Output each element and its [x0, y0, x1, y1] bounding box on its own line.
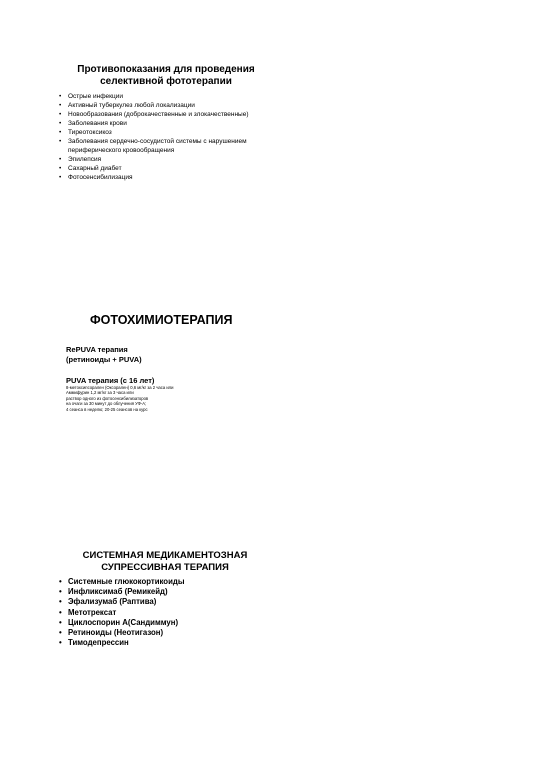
contraindications-title-line1: Противопоказания для проведения [77, 64, 255, 75]
list-item: • Ретиноиды (Неотигазон) [59, 628, 279, 638]
puva-description-line: 8-метоксипсорален (Оксорален) 0,6 мг/кг за 2 часа или [66, 385, 174, 390]
contraindications-title-line2: селективной фототерапии [100, 76, 232, 87]
list-item: • Заболевания сердечно-сосудистой системы с нарушением периферического кровообращения [59, 138, 299, 154]
puva-description-line: раствор одного из фотосенсибилизаторов [66, 395, 149, 401]
list-item: • Метотрексат [59, 608, 279, 618]
contraindications-title [48, 64, 284, 88]
list-item: • Циклоспорин А(Сандиммун) [59, 618, 279, 628]
puva-description [66, 385, 173, 412]
list-item: • Активный туберкулез любой локализации [59, 102, 299, 110]
systemic-therapy-title-line1: СИСТЕМНАЯ МЕДИКАМЕНТОЗНАЯ [82, 550, 248, 561]
puva-description-line: на очаги за 30 минут до облучения УФ-А; [66, 401, 147, 407]
list-item: • Заболевания крови [59, 120, 299, 128]
systemic-therapy-list [59, 577, 279, 648]
photochemotherapy-title: ФОТОХИМИОТЕРАПИЯ [90, 313, 233, 327]
list-item: • Эпилепсия [59, 156, 299, 164]
list-item: • Тимодепрессин [59, 638, 279, 648]
list-item: • Тиреотоксикоз [59, 129, 299, 137]
repuva-heading-line2: (ретиноиды + PUVA) [66, 355, 142, 364]
list-item: • Эфализумаб (Раптива) [59, 597, 279, 607]
list-item: • Системные глюкокортикоиды [59, 577, 279, 587]
repuva-heading [66, 345, 142, 365]
list-item: • Фотосенсибилизация [59, 174, 299, 182]
repuva-heading-line1: RePUVA терапия [66, 345, 128, 354]
systemic-therapy-title [60, 550, 270, 574]
systemic-therapy-title-line2: СУПРЕССИВНАЯ ТЕРАПИЯ [101, 562, 229, 573]
list-item: • Сахарный диабет [59, 165, 299, 173]
list-item: • Инфликсимаб (Ремикейд) [59, 587, 279, 597]
puva-description-line: 4 сеанса в неделю; 20-25 сеансов на курс [66, 406, 148, 412]
contraindications-list [59, 93, 299, 183]
list-item: • Новообразования (доброкачественные и злокачественные) [59, 111, 299, 119]
list-item: • Острые инфекции [59, 93, 299, 101]
puva-heading: PUVA терапия (с 16 лет) [66, 376, 155, 385]
puva-description-line: Аммифурин 1,2 мг/кг за 3 часа или [66, 390, 134, 396]
